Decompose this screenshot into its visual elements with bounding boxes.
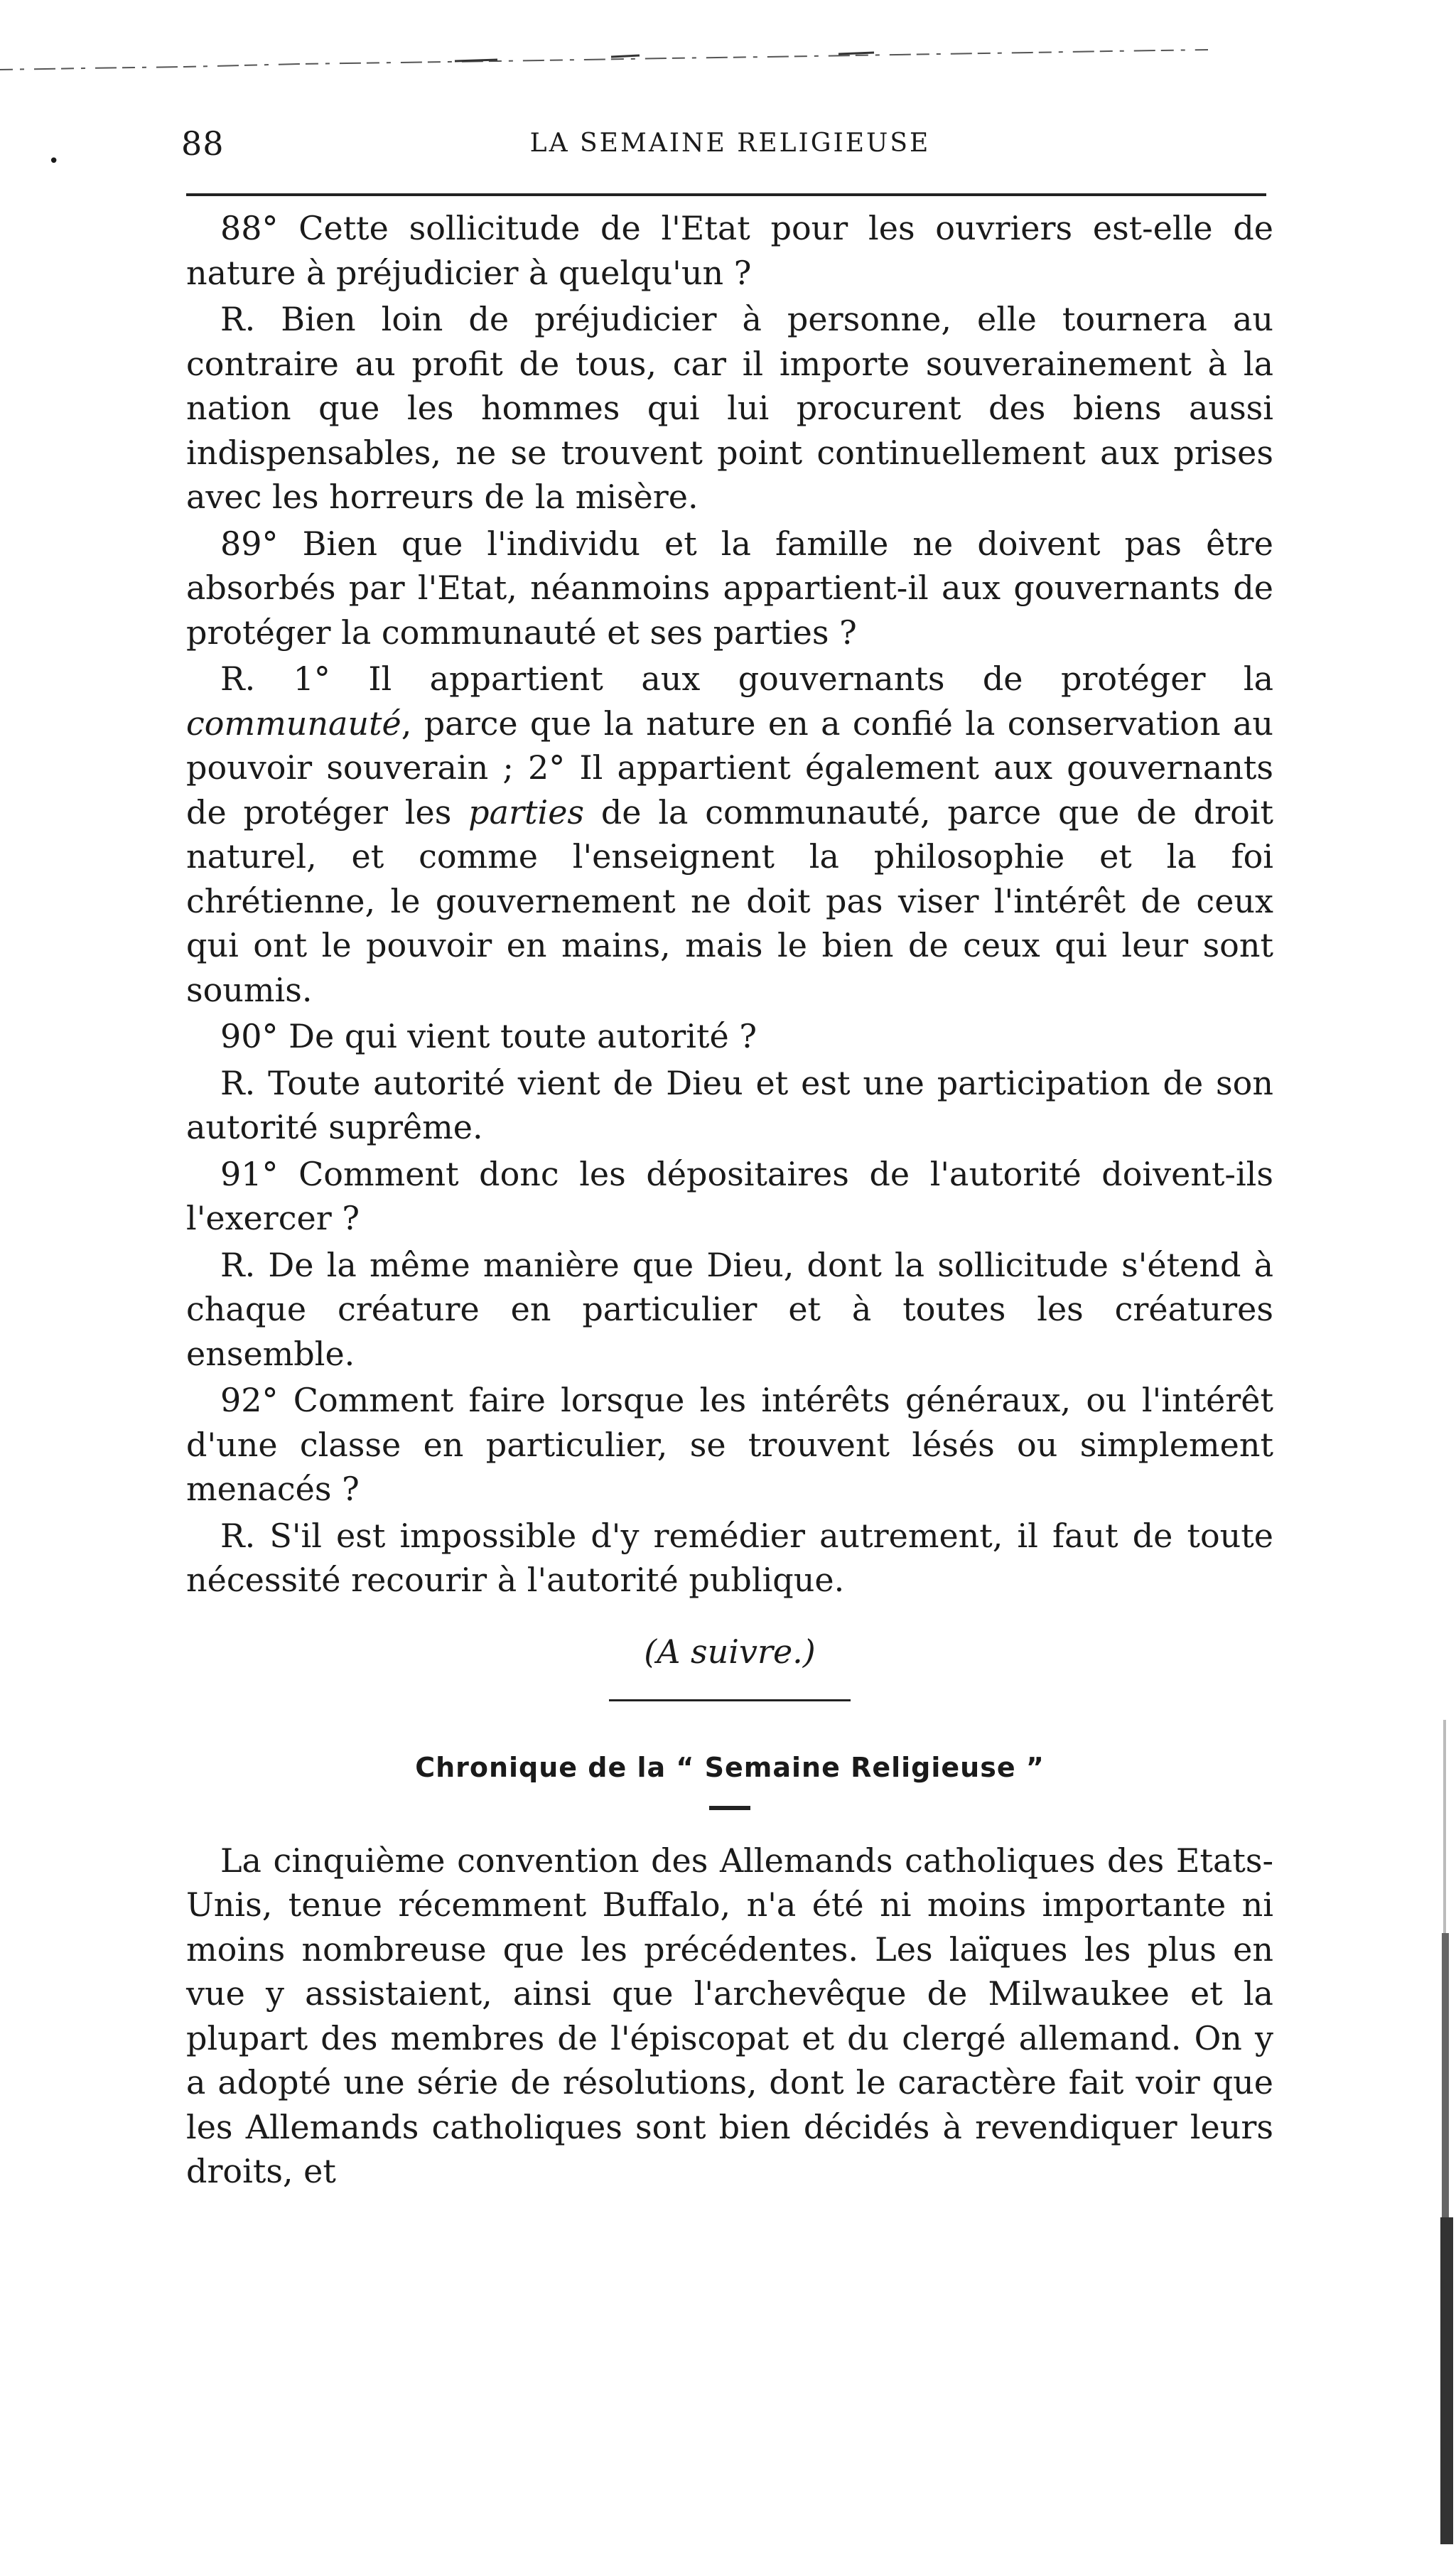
- question-91: 91° Comment donc les dépositaires de l'autorité doivent-ils l'exercer ?: [186, 1154, 1273, 1237]
- section-rule: [609, 1699, 851, 1701]
- margin-speck: •: [48, 151, 60, 172]
- answer-88: R. Bien loin de préjudicier à personne, elle tournera au contraire au profit de tous, car il importe souverainement à la nation que les hommes qui lui procurent des biens aussi indispensables, ne se trouvent point continuellement aux prises avec les horreurs de la misère.: [186, 300, 1273, 516]
- question-89: 89° Bien que l'individu et la famille ne doivent pas être absorbés par l'Etat, néanmoins appartient-il aux gouvernants de protéger la communauté et ses parties ?: [186, 524, 1273, 652]
- answer-89-italic-1: communauté: [186, 704, 401, 743]
- answer-89-italic-2: parties: [468, 792, 585, 832]
- body-text: [186, 206, 1273, 2196]
- scan-top-noise: [0, 28, 1208, 78]
- answer-92: R. S'il est impossible d'y remédier autrement, il faut de toute nécessité recourir à l'autorité publique.: [186, 1516, 1273, 1599]
- question-90: 90° De qui vient toute autorité ?: [220, 1017, 757, 1055]
- answer-89: [186, 657, 1273, 1012]
- question-88: 88° Cette sollicitude de l'Etat pour les ouvriers est-elle de nature à préjudicier à quelqu'un ?: [186, 209, 1273, 292]
- header-rule: [186, 193, 1266, 196]
- answer-89-part-1: R. 1° Il appartient aux gouvernants de protéger la: [220, 660, 1273, 698]
- question-92: 92° Comment faire lorsque les intérêts généraux, ou l'intérêt d'une classe en particulier, se trouvent lésés ou simplement menacés ?: [186, 1381, 1273, 1508]
- chronique-paragraph: La cinquième convention des Allemands catholiques des Etats-Unis, tenue récemment Buffalo, n'a été ni moins importante ni moins nombreuse que les précédentes. Les laïques les plus en vue y assistaient, ainsi que l'archevêque de Milwaukee et la plupart des membres de l'épiscopat et du clergé allemand. On y a adopté une série de résolutions, dont le caractère fait voir que les Allemands catholiques sont bien décidés à revendiquer leurs droits, et: [186, 1841, 1273, 2190]
- title-dash: [709, 1806, 750, 1810]
- chronique-title: Chronique de la “ Semaine Religieuse ”: [415, 1752, 1045, 1783]
- page-header: [181, 124, 1279, 174]
- page-number: 88: [181, 124, 225, 163]
- running-title: LA SEMAINE RELIGIEUSE: [529, 129, 931, 158]
- answer-90: R. Toute autorité vient de Dieu et est une participation de son autorité suprême.: [186, 1063, 1273, 1146]
- answer-89-part-2: , parce que la nature en a confié la conservation au pouvoir souverain ; 2° Il appartient également aux gouvernants de protéger les: [186, 704, 1273, 832]
- a-suivre: (A suivre.): [644, 1632, 816, 1671]
- answer-91: R. De la même manière que Dieu, dont la sollicitude s'étend à chaque créature en particulier et à toutes les créatures ensemble.: [186, 1245, 1273, 1373]
- answer-89-part-3: de la communauté, parce que de droit naturel, et comme l'enseignent la philosophie et la foi chrétienne, le gouvernement ne doit pas viser l'intérêt de ceux qui ont le pouvoir en mains, mais le bien de ceux qui leur sont soumis.: [186, 792, 1274, 1009]
- scan-edge-strip: [1438, 1720, 1456, 2544]
